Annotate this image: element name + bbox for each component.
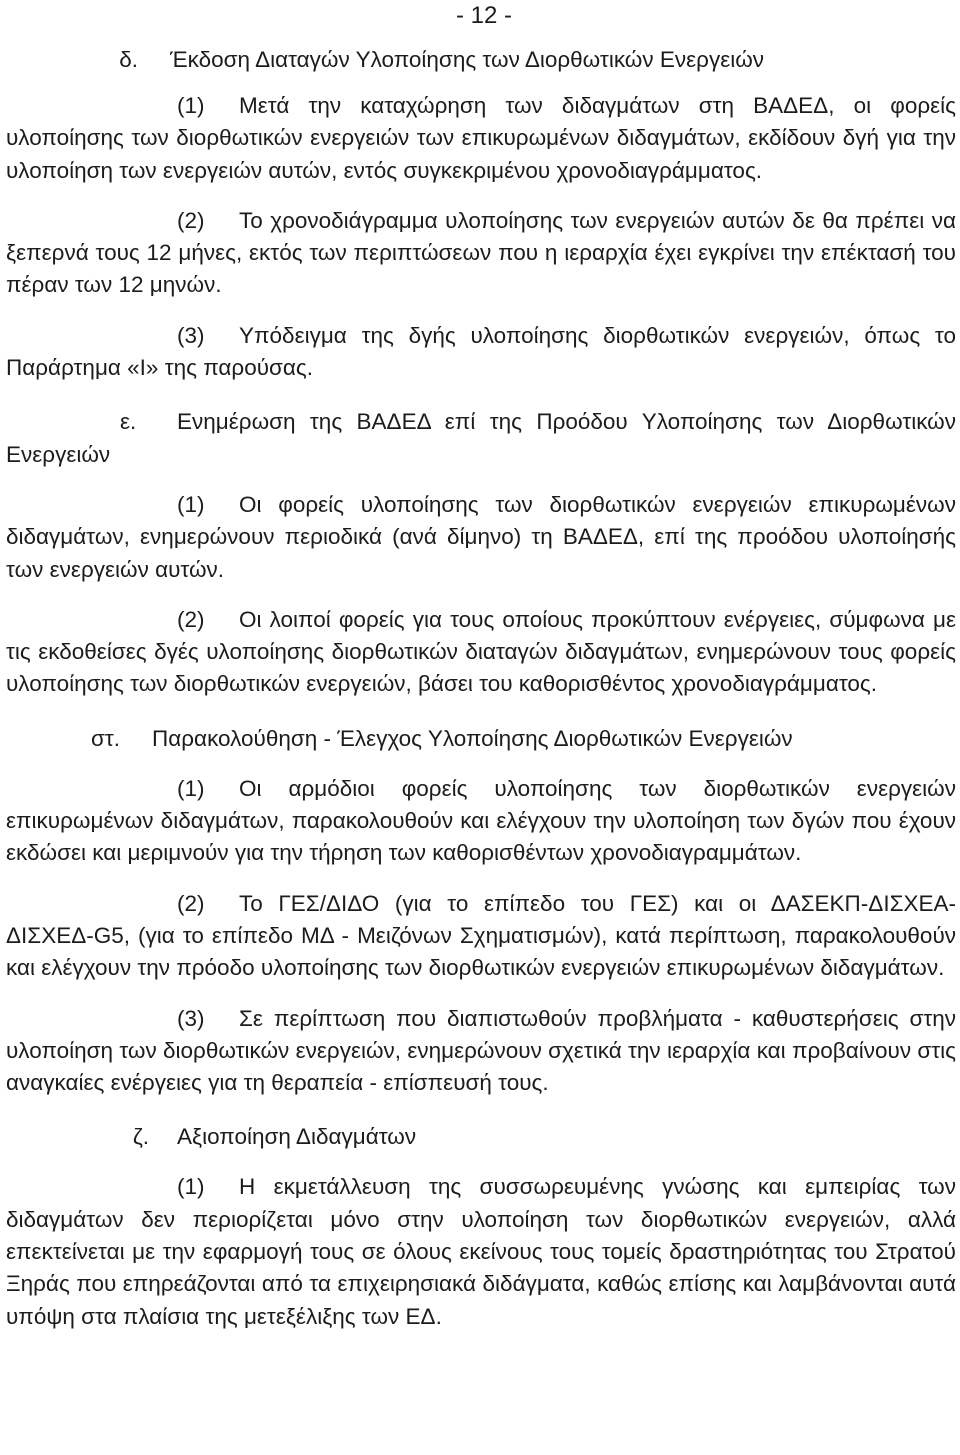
paragraph-number: (3) <box>177 1005 205 1031</box>
paragraph-text: Μετά την καταχώρηση των διδαγμάτων στη ΒΑΔΕΔ, οι φορείς υλοποίησης των διορθωτικών ενεργειών των επικυρωμένων διδαγμάτων, εκδίδουν δγή για την υλοποίηση των ενεργειών αυτών, εντός συγκεκριμένου χρονοδιαγράμματος. <box>6 93 956 183</box>
paragraph <box>6 489 956 586</box>
paragraph <box>6 888 956 985</box>
paragraph <box>6 1171 956 1332</box>
section-heading <box>6 723 956 755</box>
section-letter: ε. <box>120 409 137 435</box>
section-letter: στ. <box>90 725 120 751</box>
paragraph-text: Το ΓΕΣ/ΔΙΔΟ (για το επίπεδο του ΓΕΣ) και οι ΔΑΣΕΚΠ-ΔΙΣΧΕΑ-ΔΙΣΧΕΔ-G5, (για το επίπεδο ΜΔ - Μειζόνων Σχηματισμών), κατά περίπτωση, παρακολουθούν και ελέγχουν την πρόοδο υλοποίησης των διορθωτικών ενεργειών επικυρωμένων διδαγμάτων. <box>6 890 956 981</box>
paragraph-text: Υπόδειγμα της δγής υλοποίησης διορθωτικών ενεργειών, όπως το Παράρτημα «Ι» της παρούσας. <box>6 322 956 381</box>
paragraph-text: Το χρονοδιάγραμμα υλοποίησης των ενεργειών αυτών δε θα πρέπει να ξεπερνά τους 12 μήνες, εκτός των περιπτώσεων που η ιεραρχία έχει εγκρίνει την επέκτασή του πέραν των 12 μηνών. <box>6 207 956 298</box>
paragraph <box>6 1003 956 1100</box>
paragraph-number: (2) <box>177 890 205 916</box>
section-title: Ενημέρωση της ΒΑΔΕΔ επί της Προόδου Υλοποίησης των Διορθωτικών Ενεργειών <box>6 409 956 467</box>
section-heading <box>6 44 956 76</box>
section-heading <box>6 1121 956 1153</box>
paragraph-text: Οι λοιποί φορείς για τους οποίους προκύπτουν ενέργειες, σύμφωνα με τις εκδοθείσες δγές υλοποίησης διορθωτικών διαταγών διδαγμάτων, ενημερώνουν τους φορείς υλοποίησης των διορθωτικών ενεργειών, βάσει του καθορισθέντος χρονοδιαγράμματος. <box>6 606 956 697</box>
page-number: - 12 - <box>455 2 512 29</box>
section-e <box>6 406 956 700</box>
section-d <box>6 44 956 384</box>
paragraph <box>6 773 956 870</box>
paragraph-number: (1) <box>177 93 205 118</box>
document-page <box>6 0 956 1333</box>
paragraph <box>6 604 956 701</box>
paragraph-number: (3) <box>177 322 205 348</box>
paragraph-number: (1) <box>177 1174 205 1200</box>
section-letter: ζ. <box>132 1124 149 1150</box>
section-title: Παρακολούθηση - Έλεγχος Υλοποίησης Διορθωτικών Ενεργειών <box>152 725 793 751</box>
paragraph <box>6 90 956 187</box>
section-heading <box>6 406 956 471</box>
paragraph-text: Η εκμετάλλευση της συσσωρευμένης γνώσης και εμπειρίας των διδαγμάτων δεν περιορίζεται μόνο στην υλοποίηση των διορθωτικών ενεργειών, αλλά επεκτείνεται με την εφαρμογή τους σε όλους εκείνους τους τομείς δραστηριότητας του Στρατού Ξηράς που επηρεάζονται από τα επιχειρησιακά διδάγματα, καθώς επίσης και λαμβάνονται αυτά υπόψη στα πλαίσια της μετεξέλιξης των ΕΔ. <box>6 1174 956 1329</box>
paragraph <box>6 205 956 302</box>
paragraph-number: (2) <box>177 606 205 632</box>
paragraph-text: Οι φορείς υλοποίησης των διορθωτικών ενεργειών επικυρωμένων διδαγμάτων, ενημερώνουν περιοδικά (ανά δίμηνο) τη ΒΑΔΕΔ, επί της προόδου υλοποίησής των ενεργειών αυτών. <box>6 491 956 582</box>
paragraph-number: (2) <box>177 207 205 233</box>
paragraph-number: (1) <box>177 775 205 801</box>
section-title: Αξιοποίηση Διδαγμάτων <box>177 1124 417 1150</box>
paragraph-text: Σε περίπτωση που διαπιστωθούν προβλήματα - καθυστερήσεις στην υλοποίηση των διορθωτικών ενεργειών, ενημερώνουν σχετικά την ιεραρχία και προβαίνουν στις αναγκαίες ενέργειες για τη θεραπεία - επίσπευσή τους. <box>6 1005 956 1096</box>
section-letter: δ. <box>119 47 138 72</box>
paragraph-number: (1) <box>177 491 205 517</box>
paragraph-text: Οι αρμόδιοι φορείς υλοποίησης των διορθωτικών ενεργειών επικυρωμένων διδαγμάτων, παρακολουθούν και ελέγχουν την υλοποίηση των δγών που έχουν εκδώσει και μεριμνούν για την τήρηση των καθορισθέντων χρονοδιαγραμμάτων. <box>6 775 956 866</box>
paragraph <box>6 320 956 385</box>
section-title: Έκδοση Διαταγών Υλοποίησης των Διορθωτικών Ενεργειών <box>170 47 765 72</box>
section-st <box>6 723 956 1100</box>
section-z <box>6 1121 956 1332</box>
